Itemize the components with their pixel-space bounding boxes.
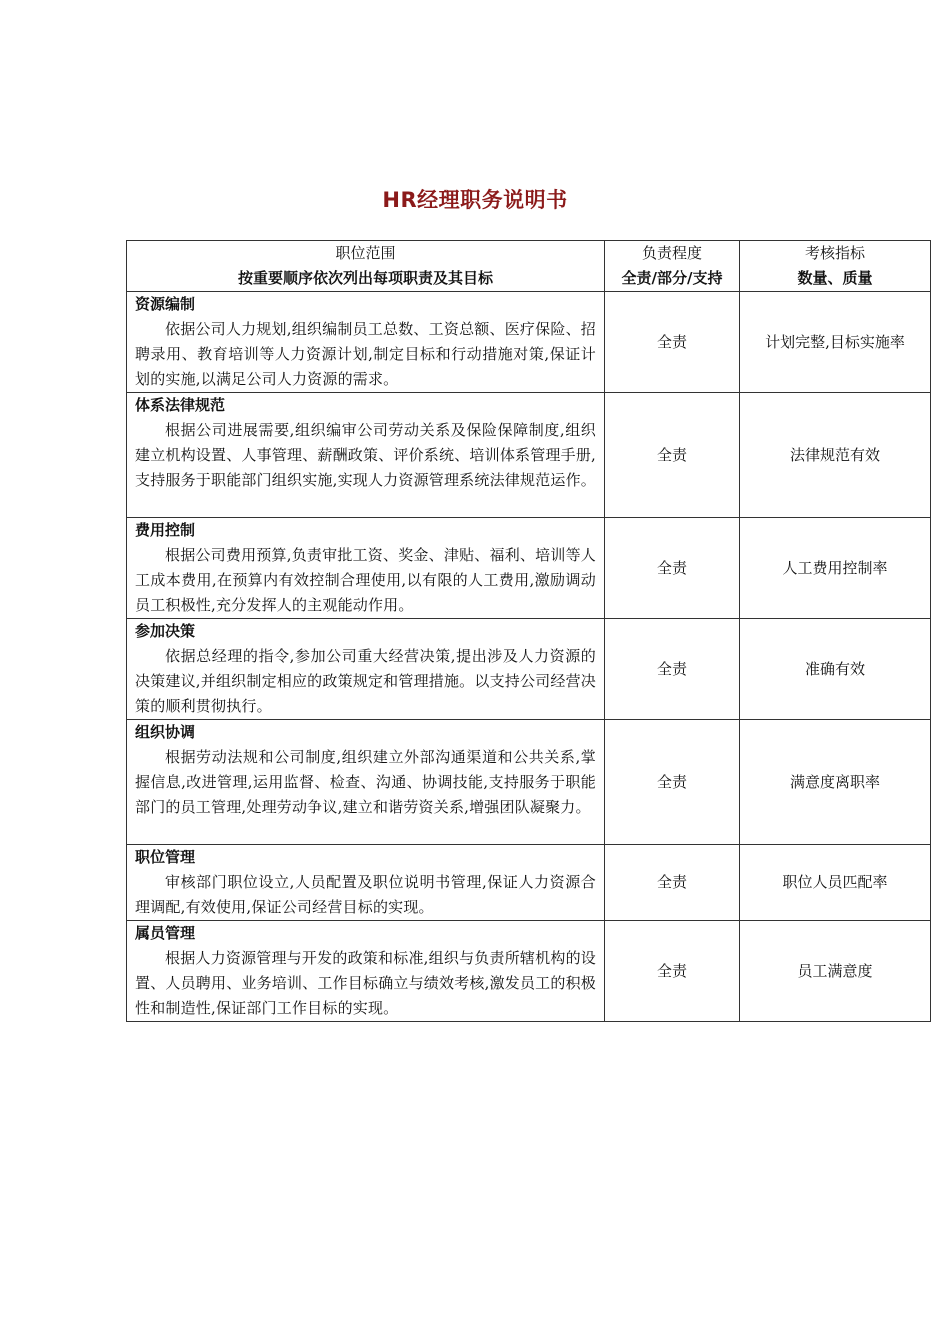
table-row [127, 292, 931, 393]
table-row [127, 518, 931, 619]
duty-description: 根据公司进展需要,组织编审公司劳动关系及保险保障制度,组织建立机构设置、人事管理、薪酬政策、评价系统、培训体系管理手册,支持服务于职能部门组织实施,实现人力资源管理系统法律规范运作。 [135, 421, 596, 489]
header-scope-label: 职位范围 [335, 244, 396, 262]
header-scope [127, 241, 605, 292]
duty-cell [127, 619, 605, 720]
duty-cell [127, 921, 605, 1022]
duty-description: 审核部门职位设立,人员配置及职位说明书管理,保证人力资源合理调配,有效使用,保证公司经营目标的实现。 [135, 873, 596, 916]
duty-description: 根据人力资源管理与开发的政策和标准,组织与负责所辖机构的设置、人员聘用、业务培训、工作目标确立与绩效考核,激发员工的积极性和制造性,保证部门工作目标的实现。 [135, 949, 596, 1017]
duty-title: 参加决策 [135, 622, 196, 640]
header-responsibility-label: 负责程度 [641, 244, 702, 262]
duty-description: 依据总经理的指令,参加公司重大经营决策,提出涉及人力资源的决策建议,并组织制定相应的政策规定和管理措施。以支持公司经营决策的顺利贯彻执行。 [135, 647, 596, 715]
metric-cell: 法律规范有效 [740, 393, 931, 518]
header-metric-label: 考核指标 [804, 244, 865, 262]
responsibility-cell: 全责 [605, 845, 740, 921]
responsibility-cell: 全责 [605, 921, 740, 1022]
header-responsibility [605, 241, 740, 292]
table-row [127, 921, 931, 1022]
table-row [127, 720, 931, 845]
duty-cell [127, 518, 605, 619]
header-scope-sub: 按重要顺序依次列出每项职责及其目标 [237, 269, 493, 287]
table-row [127, 393, 931, 518]
duty-description: 依据公司人力规划,组织编制员工总数、工资总额、医疗保险、招聘录用、教育培训等人力资源计划,制定目标和行动措施对策,保证计划的实施,以满足公司人力资源的需求。 [135, 320, 596, 388]
responsibility-cell: 全责 [605, 393, 740, 518]
page-title: HR经理职务说明书 [382, 188, 568, 212]
responsibility-cell: 全责 [605, 720, 740, 845]
duty-cell [127, 292, 605, 393]
duty-cell [127, 845, 605, 921]
header-metric [740, 241, 931, 292]
duty-title: 体系法律规范 [135, 396, 226, 414]
table-header-row [127, 241, 931, 292]
duty-cell [127, 393, 605, 518]
metric-cell: 计划完整,目标实施率 [740, 292, 931, 393]
duty-title: 费用控制 [135, 521, 196, 539]
duty-title: 资源编制 [135, 295, 196, 313]
responsibility-cell: 全责 [605, 619, 740, 720]
metric-cell: 准确有效 [740, 619, 931, 720]
table-row [127, 619, 931, 720]
responsibility-cell: 全责 [605, 518, 740, 619]
metric-cell: 员工满意度 [740, 921, 931, 1022]
duty-cell [127, 720, 605, 845]
metric-cell: 人工费用控制率 [740, 518, 931, 619]
table-row [127, 845, 931, 921]
duty-title: 职位管理 [135, 848, 196, 866]
metric-cell: 满意度离职率 [740, 720, 931, 845]
duty-title: 属员管理 [135, 924, 196, 942]
responsibility-cell: 全责 [605, 292, 740, 393]
duty-description: 根据公司费用预算,负责审批工资、奖金、津贴、福利、培训等人工成本费用,在预算内有效控制合理使用,以有限的人工费用,激励调动员工积极性,充分发挥人的主观能动作用。 [135, 546, 596, 614]
duty-description: 根据劳动法规和公司制度,组织建立外部沟通渠道和公共关系,掌握信息,改进管理,运用监督、检查、沟通、协调技能,支持服务于职能部门的员工管理,处理劳动争议,建立和谐劳资关系,增强团队凝聚力。 [135, 748, 596, 816]
header-responsibility-sub: 全责/部分/支持 [621, 269, 723, 287]
duty-table [126, 240, 931, 1022]
header-metric-sub: 数量、质量 [797, 269, 873, 287]
duty-title: 组织协调 [135, 723, 196, 741]
metric-cell: 职位人员匹配率 [740, 845, 931, 921]
